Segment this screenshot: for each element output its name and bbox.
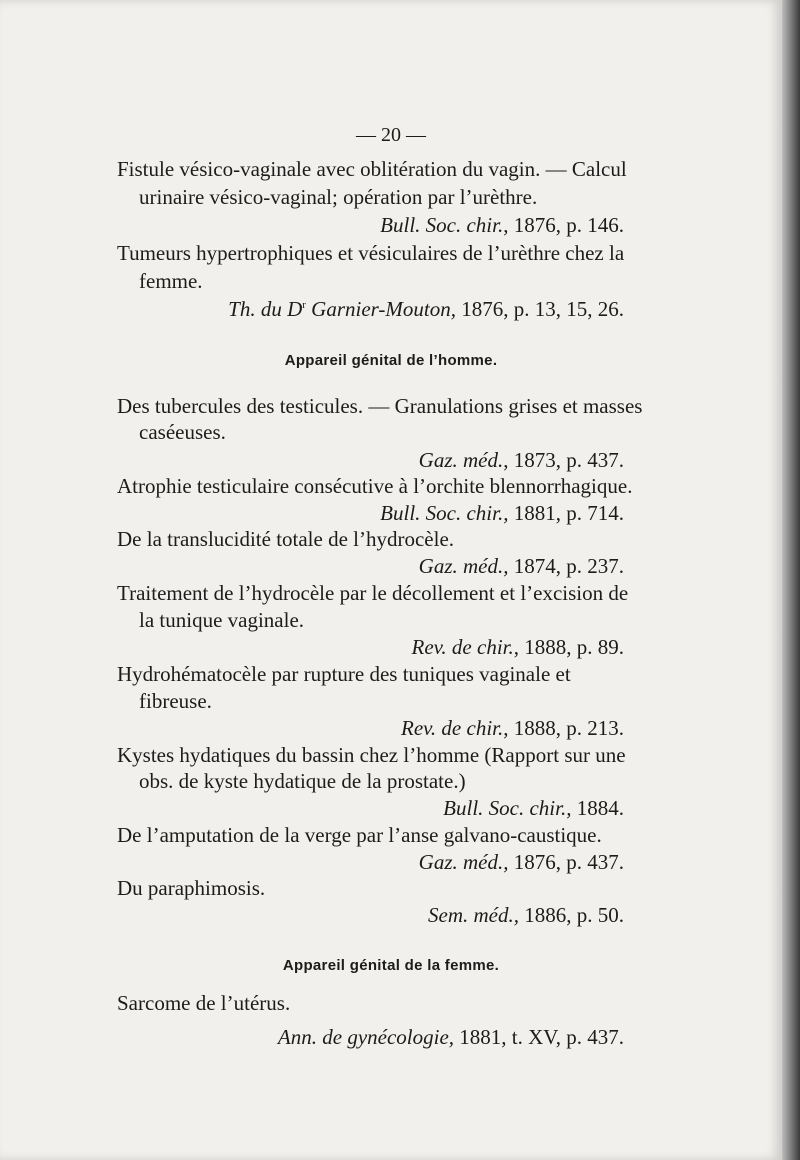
ref-source: Bull. Soc. chir.,: [443, 796, 572, 820]
entry-text-line: Du paraphimosis.: [117, 876, 266, 900]
section-heading-male: Appareil génital de l’homme.: [284, 352, 498, 369]
entry-reference: [428, 902, 624, 928]
ref-detail: 1874, p. 237.: [508, 554, 624, 578]
ref-detail: 1884.: [571, 796, 624, 820]
entry-reference: [278, 1024, 624, 1050]
ref-detail: , 1888, p. 89.: [513, 635, 624, 659]
ref-detail: 1876, p. 437.: [508, 850, 624, 874]
entry-text-line: caséeuses.: [139, 420, 226, 444]
ref-detail: , 1873, p. 437.: [503, 448, 624, 472]
entry-text-line: Traitement de l’hydrocèle par le décollement et l’excision de: [117, 581, 629, 605]
entry-text-line: femme.: [139, 269, 203, 293]
page-edge-shadow: [782, 0, 800, 1160]
ref-detail: 1876, p. 13, 15, 26.: [456, 297, 624, 321]
ref-source: Bull. Soc. chir.: [380, 213, 504, 237]
entry-reference: [228, 296, 624, 322]
entry-reference: [419, 553, 624, 579]
ref-source: Gaz. méd.,: [418, 554, 509, 578]
page-number: — 20 —: [356, 124, 426, 146]
ref-source: Sem. méd.,: [428, 903, 519, 927]
ref-source: Bull. Soc. chir.,: [380, 501, 509, 525]
entry-text-line: la tunique vaginale.: [139, 608, 305, 632]
entry-reference: [380, 500, 624, 526]
ref-detail: 1881, p. 714.: [508, 501, 624, 525]
entry-text-line: Sarcome de l’utérus.: [117, 991, 291, 1015]
ref-source: Th. du D: [228, 297, 303, 321]
entry-text-line: obs. de kyste hydatique de la prostate.): [139, 769, 466, 793]
ref-superscript: r: [302, 299, 306, 311]
entry-reference: [419, 447, 624, 473]
entry-text-line: Atrophie testiculaire consécutive à l’orchite blennorrhagique.: [117, 474, 633, 498]
entry-text-line: Hydrohématocèle par rupture des tuniques vaginale et: [117, 662, 571, 686]
ref-source: Rev. de chir.: [401, 716, 504, 740]
ref-detail: 1886, p. 50.: [519, 903, 624, 927]
entry-text-line: Kystes hydatiques du bassin chez l’homme (Rapport sur une: [117, 743, 626, 767]
entry-text-line: Tumeurs hypertrophiques et vésiculaires de l’urèthre chez la: [117, 241, 625, 265]
ref-source: Gaz. méd.,: [418, 850, 509, 874]
ref-source: Gaz. méd.: [418, 448, 504, 472]
ref-detail: , 1876, p. 146.: [503, 213, 624, 237]
entry-reference: [412, 634, 624, 660]
entry-text-line: fibreuse.: [139, 689, 212, 713]
ref-source: Rev. de chir.: [411, 635, 514, 659]
entry-text-line: De la translucidité totale de l’hydrocèle.: [117, 527, 455, 551]
entry-reference: [380, 212, 624, 238]
ref-detail: , 1888, p. 213.: [503, 716, 624, 740]
entry-reference: [419, 849, 624, 875]
entry-reference: [443, 795, 624, 821]
section-heading-female: Appareil génital de la femme.: [282, 957, 500, 974]
entry-text-line: urinaire vésico-vaginal; opération par l’urèthre.: [139, 185, 538, 209]
entry-text-line: De l’amputation de la verge par l’anse galvano-caustique.: [117, 823, 602, 847]
entry-text-line: Fistule vésico-vaginale avec oblitération du vagin. — Calcul: [117, 157, 627, 181]
ref-source: Ann. de gynécologie,: [277, 1025, 455, 1049]
ref-source-author: Garnier-Mouton,: [305, 297, 456, 321]
entry-reference: [401, 715, 624, 741]
entry-text-line: Des tubercules des testicules. — Granulations grises et masses: [117, 394, 643, 418]
ref-detail: 1881, t. XV, p. 437.: [454, 1025, 624, 1049]
